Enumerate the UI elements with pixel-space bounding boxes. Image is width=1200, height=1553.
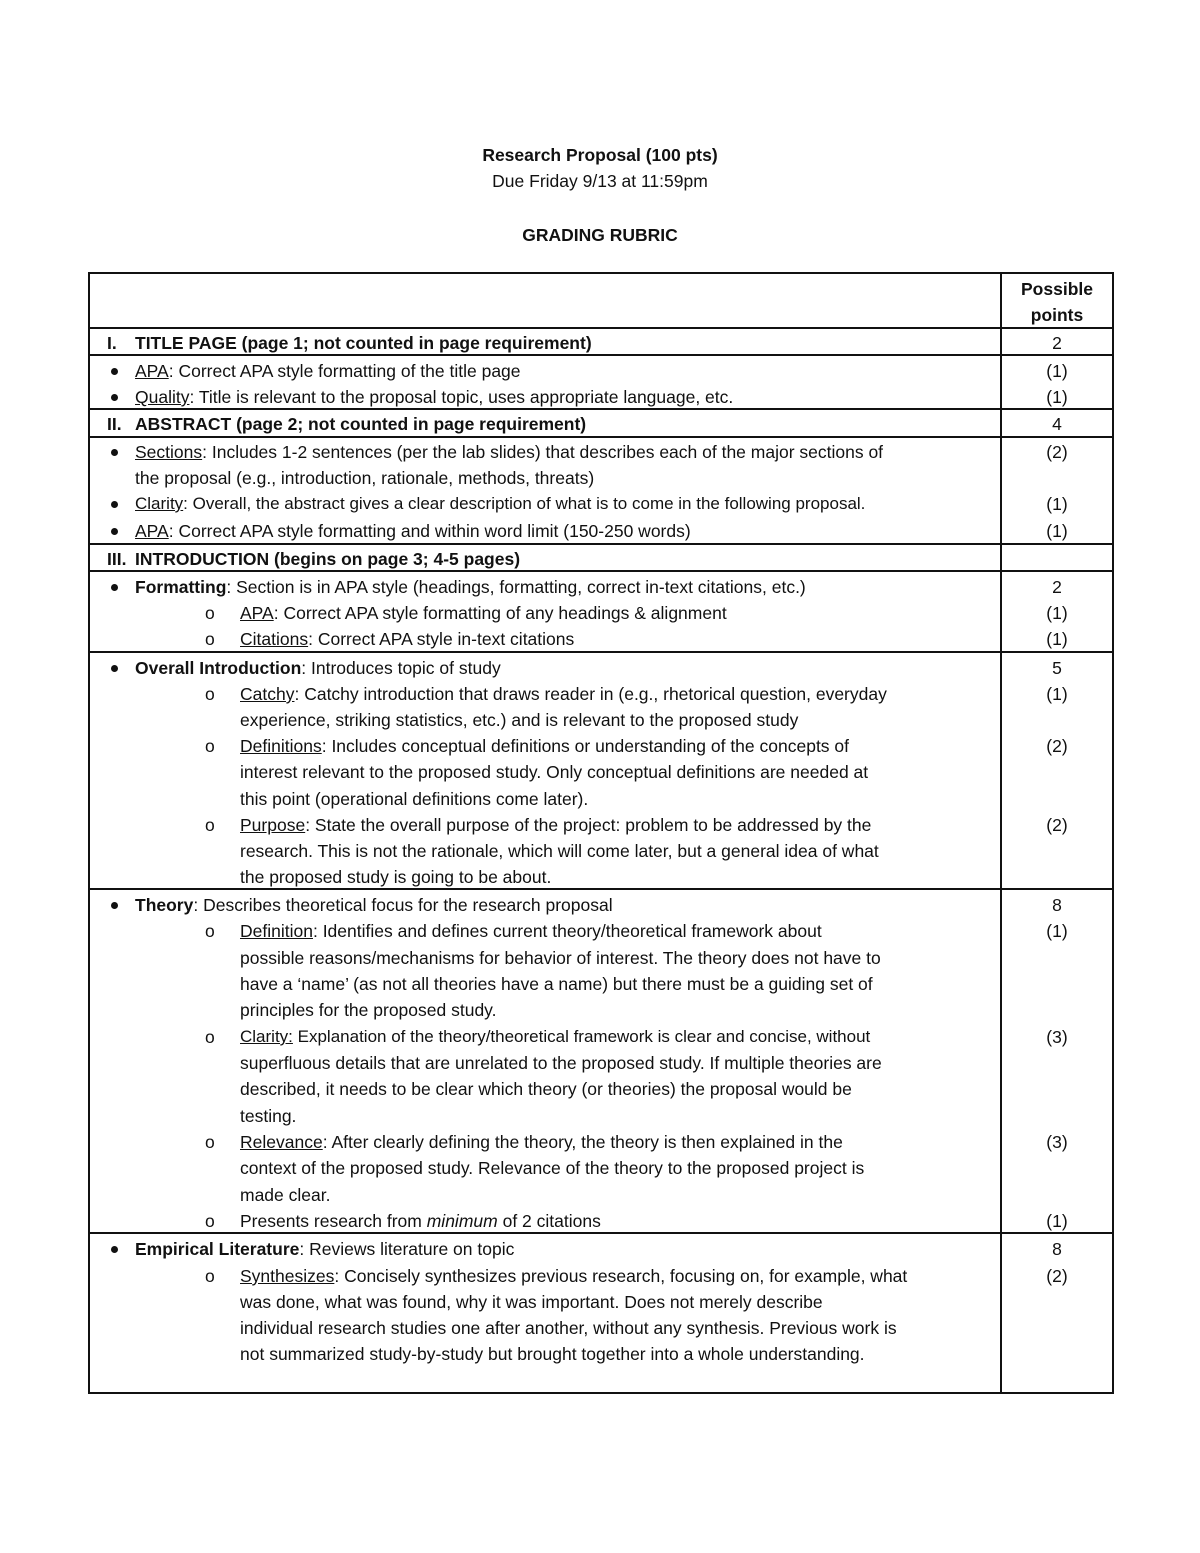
sub-criterion-purpose-cont: research. This is not the rationale, which will come later, but a general idea of what <box>240 841 879 861</box>
sub-bullet-marker: o <box>205 629 215 649</box>
bullet-icon <box>111 902 118 909</box>
sub-criterion-relevance: Relevance: After clearly defining the theory, the theory is then explained in the <box>240 1132 843 1152</box>
criterion-apa: APA: Correct APA style formatting and within word limit (150-250 words) <box>135 521 691 541</box>
sub-criterion-definition: Definition: Identifies and defines current theory/theoretical framework about <box>240 921 822 941</box>
criterion-overall-introduction: Overall Introduction: Introduces topic of study <box>135 658 501 678</box>
sub-bullet-marker: o <box>205 1027 215 1047</box>
sub-bullet-marker: o <box>205 736 215 756</box>
sub-criterion-clarity-cont: described, it needs to be clear which theory (or theories) the proposal would be <box>240 1079 852 1099</box>
sub-criterion-catchy-cont: experience, striking statistics, etc.) and is relevant to the proposed study <box>240 710 799 730</box>
sub-criterion-relevance-cont: context of the proposed study. Relevance of the theory to the proposed project is <box>240 1158 865 1178</box>
sub-bullet-marker: o <box>205 815 215 835</box>
sub-criterion-citations-minimum: Presents research from minimum of 2 citations <box>240 1211 601 1231</box>
sub-criterion-synthesizes-cont: individual research studies one after another, without any synthesis. Previous work is <box>240 1318 897 1338</box>
sub-criterion-points: (1) <box>1046 603 1068 623</box>
criterion-points: (1) <box>1046 494 1068 514</box>
bullet-icon <box>111 449 118 456</box>
sub-bullet-marker: o <box>205 684 215 704</box>
sub-criterion-purpose-cont: the proposed study is going to be about. <box>240 867 552 887</box>
section-heading-title-page: TITLE PAGE (page 1; not counted in page requirement) <box>135 333 592 353</box>
sub-criterion-relevance-cont: made clear. <box>240 1185 331 1205</box>
sub-bullet-marker: o <box>205 921 215 941</box>
sub-criterion-citations: Citations: Correct APA style in-text citations <box>240 629 575 649</box>
sub-criterion-points: (1) <box>1046 1211 1068 1231</box>
criterion-points: 5 <box>1052 658 1062 678</box>
criterion-points: 8 <box>1052 1239 1062 1259</box>
sub-criterion-points: (1) <box>1046 684 1068 704</box>
document-title: Research Proposal (100 pts) <box>482 145 718 165</box>
sub-criterion-purpose: Purpose: State the overall purpose of the project: problem to be addressed by the <box>240 815 872 835</box>
sub-criterion-points: (1) <box>1046 629 1068 649</box>
criterion-sections-cont: the proposal (e.g., introduction, rationale, methods, threats) <box>135 468 595 488</box>
section-numeral: II. <box>107 414 122 434</box>
criterion-points: (2) <box>1046 442 1068 462</box>
sub-criterion-points: (3) <box>1046 1027 1068 1047</box>
criterion-sections: Sections: Includes 1-2 sentences (per the lab slides) that describes each of the major sections of <box>135 442 884 462</box>
section-heading-abstract: ABSTRACT (page 2; not counted in page requirement) <box>135 414 587 434</box>
sub-criterion-definition-cont: possible reasons/mechanisms for behavior of interest. The theory does not have to <box>240 948 881 968</box>
sub-criterion-definitions-cont: interest relevant to the proposed study. Only conceptual definitions are needed at <box>240 762 869 782</box>
bullet-icon <box>111 528 118 535</box>
sub-criterion-definition-cont: have a ‘name’ (as not all theories have a name) but there must be a guiding set of <box>240 974 873 994</box>
criterion-empirical-literature: Empirical Literature: Reviews literature on topic <box>135 1239 515 1259</box>
section-numeral: I. <box>107 333 117 353</box>
criterion-points: 2 <box>1052 577 1062 597</box>
sub-criterion-apa: APA: Correct APA style formatting of any headings & alignment <box>240 603 727 623</box>
criterion-formatting: Formatting: Section is in APA style (headings, formatting, correct in-text citations, etc.) <box>135 577 806 597</box>
sub-criterion-synthesizes-cont: not summarized study-by-study but brought together into a whole understanding. <box>240 1344 865 1364</box>
points-header: Possible <box>1021 279 1093 299</box>
bullet-icon <box>111 584 118 591</box>
bullet-icon <box>111 665 118 672</box>
section-points: 2 <box>1052 333 1062 353</box>
criterion-quality: Quality: Title is relevant to the proposal topic, uses appropriate language, etc. <box>135 387 734 407</box>
section-points: 4 <box>1052 414 1062 434</box>
sub-bullet-marker: o <box>205 603 215 623</box>
sub-criterion-catchy: Catchy: Catchy introduction that draws reader in (e.g., rhetorical question, everyday <box>240 684 887 704</box>
sub-criterion-synthesizes-cont: was done, what was found, why it was important. Does not merely describe <box>240 1292 823 1312</box>
rubric-heading: GRADING RUBRIC <box>522 225 678 245</box>
bullet-icon <box>111 394 118 401</box>
criterion-points: (1) <box>1046 361 1068 381</box>
bullet-icon <box>111 368 118 375</box>
bullet-icon <box>111 1246 118 1253</box>
sub-criterion-clarity-cont: testing. <box>240 1106 297 1126</box>
sub-criterion-points: (3) <box>1046 1132 1068 1152</box>
section-heading-introduction: INTRODUCTION (begins on page 3; 4-5 pages) <box>135 549 521 569</box>
sub-criterion-clarity: Clarity: Explanation of the theory/theoretical framework is clear and concise, without <box>240 1027 871 1046</box>
row-divider <box>88 327 1114 329</box>
criterion-apa: APA: Correct APA style formatting of the title page <box>135 361 521 381</box>
section-numeral: III. <box>107 549 127 569</box>
criterion-points: (1) <box>1046 521 1068 541</box>
points-header: points <box>1030 305 1084 325</box>
sub-bullet-marker: o <box>205 1266 215 1286</box>
criterion-points: 8 <box>1052 895 1062 915</box>
sub-criterion-definitions-cont: this point (operational definitions come later). <box>240 789 589 809</box>
sub-criterion-points: (2) <box>1046 815 1068 835</box>
sub-bullet-marker: o <box>205 1132 215 1152</box>
sub-criterion-points: (1) <box>1046 921 1068 941</box>
sub-criterion-definition-cont: principles for the proposed study. <box>240 1000 497 1020</box>
sub-criterion-points: (2) <box>1046 736 1068 756</box>
criterion-clarity: Clarity: Overall, the abstract gives a clear description of what is to come in the following proposal. <box>135 494 866 513</box>
sub-criterion-clarity-cont: superfluous details that are unrelated to the proposed study. If multiple theories are <box>240 1053 882 1073</box>
due-date: Due Friday 9/13 at 11:59pm <box>492 171 708 191</box>
bullet-icon <box>111 501 118 508</box>
sub-criterion-points: (2) <box>1046 1266 1068 1286</box>
criterion-theory: Theory: Describes theoretical focus for the research proposal <box>135 895 613 915</box>
sub-bullet-marker: o <box>205 1211 215 1231</box>
sub-criterion-definitions: Definitions: Includes conceptual definitions or understanding of the concepts of <box>240 736 850 756</box>
criterion-points: (1) <box>1046 387 1068 407</box>
sub-criterion-synthesizes: Synthesizes: Concisely synthesizes previous research, focusing on, for example, what <box>240 1266 908 1286</box>
